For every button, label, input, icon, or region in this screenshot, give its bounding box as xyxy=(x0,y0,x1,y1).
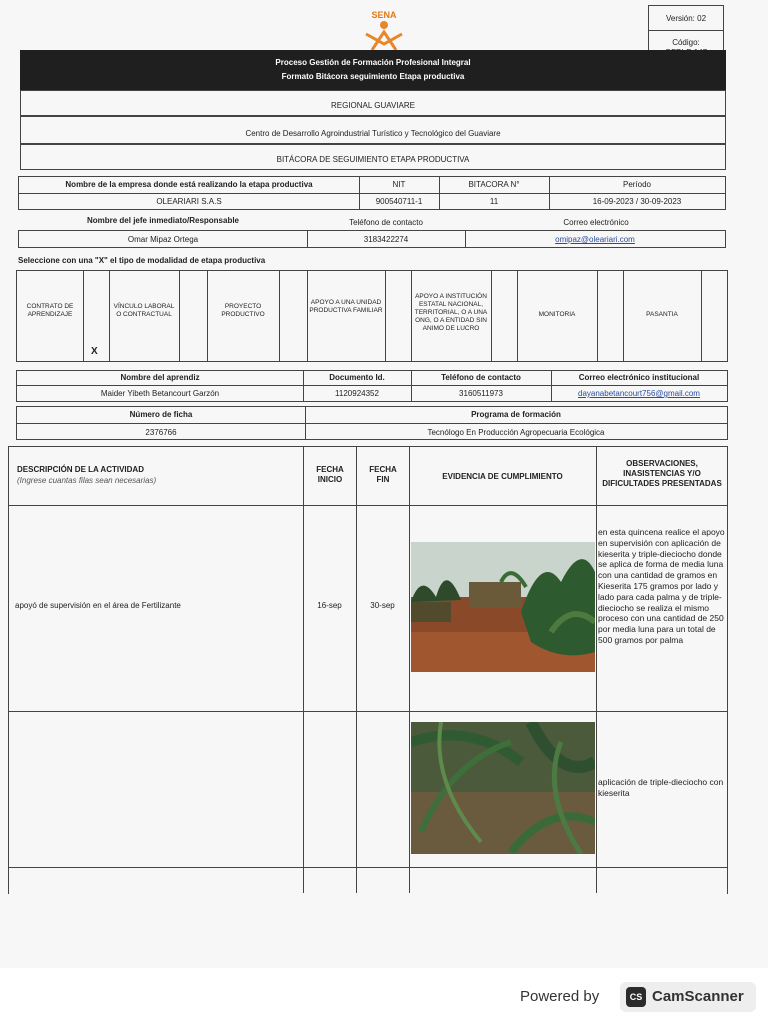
sena-logo-icon xyxy=(362,20,406,52)
apprentice-table xyxy=(16,370,728,402)
ficha-value: 2376766 xyxy=(145,428,177,437)
modality-option-4: APOYO A UNA UNIDAD PRODUCTIVA FAMILIAR xyxy=(309,299,383,314)
apprentice-doc-label: Documento Id. xyxy=(329,373,385,382)
sena-logo xyxy=(362,10,406,52)
log-title-box xyxy=(20,144,726,170)
modality-option-3: PROYECTO PRODUCTIVO xyxy=(221,303,265,318)
company-name-label: Nombre de la empresa donde está realizando la etapa productiva xyxy=(65,180,313,189)
title-band xyxy=(20,50,726,90)
period-value: 16-09-2023 / 30-09-2023 xyxy=(592,197,682,206)
boss-phone: 3183422274 xyxy=(363,235,409,244)
center-box xyxy=(20,116,726,144)
regional-text: REGIONAL GUAVIARE xyxy=(330,101,416,110)
boss-phone-label: Teléfono de contacto xyxy=(349,218,423,227)
program-value: Tecnólogo En Producción Agropecuaria Ecológica xyxy=(427,428,605,437)
ficha-label: Número de ficha xyxy=(129,410,193,419)
modality-option-6: MONITORIA xyxy=(538,311,576,318)
center-text: Centro de Desarrollo Agroindustrial Turístico y Tecnológico del Guaviare xyxy=(245,129,501,138)
apprentice-email[interactable] xyxy=(551,389,727,399)
bitacora-value: 11 xyxy=(489,197,499,206)
camscanner-logo-icon xyxy=(626,987,646,1007)
boss-name: Omar Mipaz Ortega xyxy=(127,235,199,244)
modality-option-2: VÍNCULO LABORAL O CONTRACTUAL xyxy=(113,303,175,318)
row-1-end: 30-sep xyxy=(370,601,395,610)
activity-start-header: FECHA INICIO xyxy=(316,465,344,484)
boss-table xyxy=(18,230,726,248)
activity-end-header: FECHA FIN xyxy=(369,465,397,484)
company-name: OLEARIARI S.A.S xyxy=(156,197,222,206)
camscanner-logo-text: CS xyxy=(629,992,643,1002)
apprentice-name-label: Nombre del aprendiz xyxy=(120,373,200,382)
activity-observations-header: OBSERVACIONES, INASISTENCIAS Y/O DIFICULTADES PRESENTADAS xyxy=(602,459,722,488)
apprentice-name: Maider Yibeth Betancourt Garzón xyxy=(100,389,220,398)
row-1-evidence-photo xyxy=(411,542,595,672)
camscanner-badge[interactable] xyxy=(620,982,756,1012)
row-2-observations: aplicación de triple-dieciocho con kieserita xyxy=(598,777,724,798)
modality-option-5: APOYO A INSTITUCIÓN ESTATAL NACIONAL, TERRITORIAL, O A UNA ONG, O A ENTIDAD SIN ANIMO DE LUCRO xyxy=(414,293,488,332)
modality-mark: X xyxy=(91,346,98,357)
activity-table xyxy=(8,446,728,894)
boss-email-link[interactable]: omipaz@oleariari.com xyxy=(555,235,635,244)
modality-option-1: CONTRATO DE APRENDIZAJE xyxy=(26,303,74,318)
modality-table xyxy=(16,270,728,362)
apprentice-phone-label: Teléfono de contacto xyxy=(441,373,521,382)
activity-evidence-header: EVIDENCIA DE CUMPLIMIENTO xyxy=(442,472,563,481)
camscanner-footer xyxy=(0,968,768,1024)
nit-value: 900540711-1 xyxy=(375,197,423,206)
format-title: Formato Bitácora seguimiento Etapa productiva xyxy=(281,72,465,81)
boss-name-label: Nombre del jefe inmediato/Responsable xyxy=(86,216,240,225)
sena-logo-text: SENA xyxy=(371,10,397,20)
apprentice-doc: 1120924352 xyxy=(335,389,379,398)
apprentice-email-label: Correo electrónico institucional xyxy=(578,373,700,382)
activity-description-header: DESCRIPCIÓN DE LA ACTIVIDAD xyxy=(17,465,144,474)
log-title: BITÁCORA DE SEGUIMIENTO ETAPA PRODUCTIVA xyxy=(276,155,470,164)
powered-by-text: Powered by xyxy=(520,988,600,1005)
modality-option-7: PASANTIA xyxy=(646,311,678,318)
apprentice-email-link[interactable]: dayanabetancourt756@gmail.com xyxy=(578,389,700,398)
program-label: Programa de formación xyxy=(471,410,561,419)
bitacora-label: BITACORA N° xyxy=(468,180,520,189)
camscanner-brand: CamScanner xyxy=(652,988,744,1005)
code-label: Código: xyxy=(672,38,700,47)
row-1-start: 16-sep xyxy=(317,601,342,610)
row-1-observations: en esta quincena realice el apoyo en supervisión con aplicación de kieserita y triple-dieciocho donde se aplica de forma de media luna con una cantidad de gramos en Kieserita 175 gramos por lado y lado para cada palma y de triple-dieciocho se realiza el mismo proceso con una cantidad de 250 por media luna para un total de 500 gramos por palma xyxy=(598,527,725,645)
apprentice-phone: 3160511973 xyxy=(459,389,503,398)
activity-description-note: (Ingrese cuantas filas sean necesarias) xyxy=(17,476,157,485)
version-text: Versión: 02 xyxy=(665,14,707,23)
modality-title: Seleccione con una "X" el tipo de modalidad de etapa productiva xyxy=(18,256,266,265)
process-title: Proceso Gestión de Formación Profesional Integral xyxy=(275,58,471,67)
company-table xyxy=(18,176,726,210)
program-table xyxy=(16,406,728,440)
nit-label: NIT xyxy=(392,180,406,189)
regional-box xyxy=(20,90,726,116)
palm-plantation-image xyxy=(411,542,595,672)
row-2-evidence-photo xyxy=(411,722,595,854)
period-label: Período xyxy=(622,180,652,189)
palm-leaves-image xyxy=(411,722,595,854)
boss-email[interactable] xyxy=(465,235,725,245)
boss-email-label: Correo electrónico xyxy=(563,218,629,227)
row-1-description: apoyó de supervisión en el área de Fertilizante xyxy=(15,601,181,610)
